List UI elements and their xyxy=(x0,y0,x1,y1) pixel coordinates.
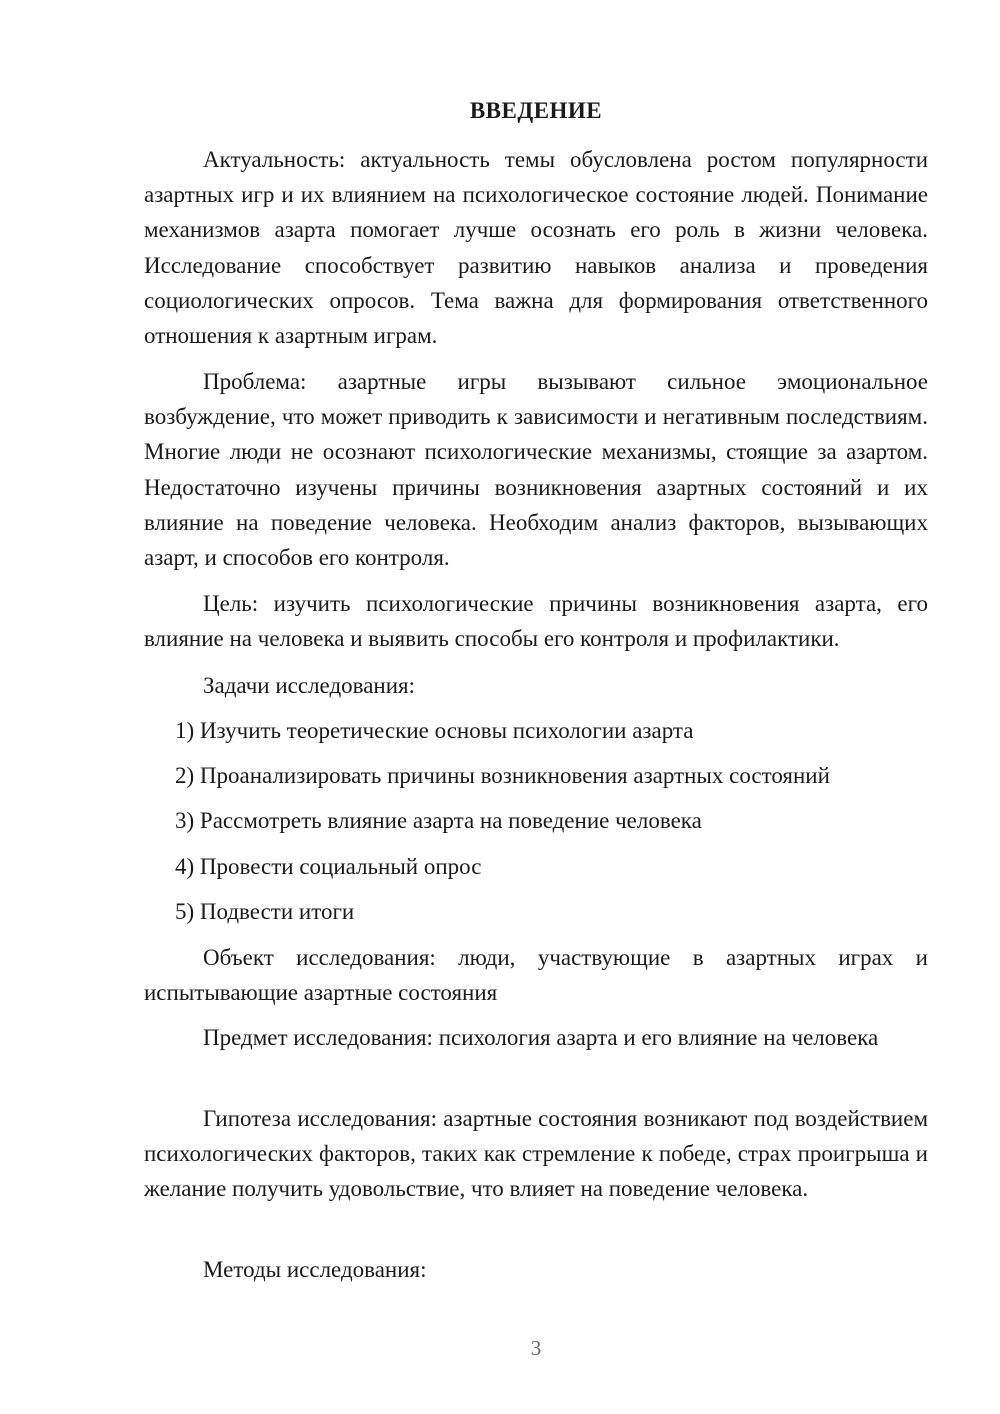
subject-paragraph: Предмет исследования: психология азарта и его влияние на человека xyxy=(203,1025,879,1050)
goal-paragraph: Цель: изучить психологические причины возникновения азарта, его влияние на человека и выявить способы его контроля и профилактики. xyxy=(144,591,928,652)
page-number: 3 xyxy=(530,1336,542,1360)
task-item-3: 3) Рассмотреть влияние азарта на поведение человека xyxy=(175,808,702,833)
task-item-2: 2) Проанализировать причины возникновения азартных состояний xyxy=(175,763,830,788)
tasks-heading: Задачи исследования: xyxy=(203,673,416,698)
problem-paragraph: Проблема: азартные игры вызывают сильное эмоциональное возбуждение, что может приводить к зависимости и негативным последствиям. Многие люди не осознают психологические механизмы, стоящие за азартом. Недостаточно изучены причины возникновения азартных состояний и их влияние на поведение человека. Необходим анализ факторов, вызывающих азарт, и способов его контроля. xyxy=(144,369,928,571)
relevance-paragraph: Актуальность: актуальность темы обусловлена ростом популярности азартных игр и их влиянием на психологическое состояние людей. Понимание механизмов азарта помогает лучше осознать его роль в жизни человека. Исследование способствует развитию навыков анализа и проведения социологических опросов. Тема важна для формирования ответственного отношения к азартным играм. xyxy=(144,147,928,349)
task-item-5: 5) Подвести итоги xyxy=(175,899,355,924)
object-paragraph: Объект исследования: люди, участвующие в азартных играх и испытывающие азартные состояния xyxy=(144,945,928,1006)
methods-heading: Методы исследования: xyxy=(203,1257,427,1282)
task-item-4: 4) Провести социальный опрос xyxy=(175,854,482,879)
task-item-1: 1) Изучить теоретические основы психологии азарта xyxy=(175,718,694,743)
section-title: ВВЕДЕНИЕ xyxy=(469,98,603,123)
hypothesis-paragraph: Гипотеза исследования: азартные состояния возникают под воздействием психологических факторов, таких как стремление к победе, страх проигрыша и желание получить удовольствие, что влияет на поведение человека. xyxy=(144,1106,928,1202)
